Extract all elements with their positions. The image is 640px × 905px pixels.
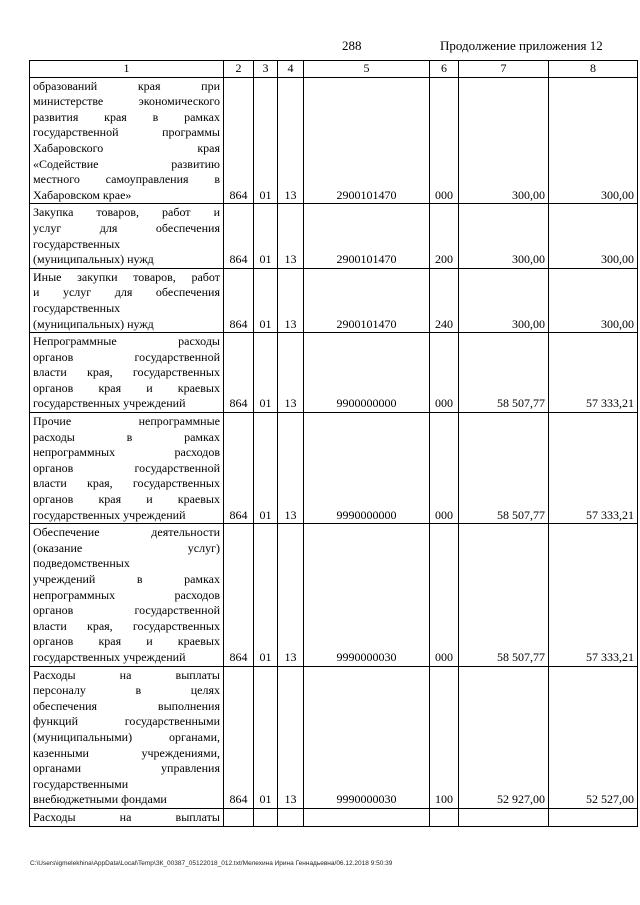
section-code	[254, 808, 278, 826]
amount-year-2: 52 527,00	[549, 666, 638, 808]
description-line: местного самоуправления в	[33, 172, 220, 187]
column-header: 7	[459, 61, 549, 78]
section-code: 01	[254, 204, 278, 268]
row-description	[30, 413, 224, 524]
description-line: Иные закупки товаров, работ	[33, 269, 220, 284]
subsection-code: 13	[278, 268, 304, 332]
table-row	[30, 524, 638, 666]
description-line: (муниципальными) органами,	[33, 729, 220, 744]
column-header: 8	[549, 61, 638, 78]
table-row	[30, 204, 638, 268]
description-line: органов государственной	[33, 460, 220, 475]
section-code: 01	[254, 268, 278, 332]
amount-year-2: 57 333,21	[549, 333, 638, 413]
amount-year-2: 300,00	[549, 204, 638, 268]
table-row	[30, 666, 638, 808]
section-code: 01	[254, 413, 278, 524]
description-line: государственными	[33, 776, 129, 791]
amount-year-2: 57 333,21	[549, 524, 638, 666]
table-row	[30, 808, 638, 826]
target-article-code: 2900101470	[304, 268, 430, 332]
subsection-code: 13	[278, 413, 304, 524]
description-line: подведомственных	[33, 556, 130, 571]
description-line: государственных	[33, 300, 121, 315]
description-line: обеспечения выполнения	[33, 698, 220, 713]
amount-year-2: 300,00	[549, 268, 638, 332]
grbs-code: 864	[224, 666, 254, 808]
description-line: персоналу в целях	[33, 683, 220, 698]
description-line: государственной программы	[33, 125, 220, 140]
column-header: 1	[30, 61, 224, 78]
column-header: 6	[430, 61, 459, 78]
amount-year-1: 58 507,77	[459, 333, 549, 413]
description-line: развития края в рамках	[33, 109, 220, 124]
table-row	[30, 77, 638, 204]
amount-year-2: 300,00	[549, 77, 638, 204]
subsection-code: 13	[278, 204, 304, 268]
description-line: государственных учреждений	[33, 396, 186, 411]
amount-year-1: 52 927,00	[459, 666, 549, 808]
description-line: государственных учреждений	[33, 649, 186, 664]
description-line: Обеспечение деятельности	[33, 525, 220, 540]
expense-type-code	[430, 808, 459, 826]
section-code: 01	[254, 524, 278, 666]
target-article-code: 9990000030	[304, 666, 430, 808]
description-line: функций государственными	[33, 714, 220, 729]
target-article-code: 9990000000	[304, 413, 430, 524]
description-line: Хабаровского края	[33, 140, 220, 155]
amount-year-1: 300,00	[459, 204, 549, 268]
description-line: расходы в рамках	[33, 429, 220, 444]
target-article-code: 2900101470	[304, 204, 430, 268]
row-description	[30, 204, 224, 268]
table-body	[30, 77, 638, 826]
description-line: казенными учреждениями,	[33, 745, 220, 760]
description-line: (оказание услуг)	[33, 540, 220, 555]
table-header-row	[30, 61, 638, 78]
description-line: министерстве экономического	[33, 94, 220, 109]
amount-year-2	[549, 808, 638, 826]
description-line: органов края и краевых	[33, 380, 220, 395]
grbs-code: 864	[224, 413, 254, 524]
column-header: 3	[254, 61, 278, 78]
file-path-footer: C:\Users\igmelekhina\AppData\Local\Temp\ЗК_00387_05122018_012.txt/Мелехина Ирина Геннадьевна/06.12.2018 9:50:39	[30, 860, 393, 867]
subsection-code: 13	[278, 333, 304, 413]
description-line: (муниципальных) нужд	[33, 252, 154, 267]
expense-type-code: 240	[430, 268, 459, 332]
column-header: 4	[278, 61, 304, 78]
description-line: Прочие непрограммные	[33, 414, 220, 429]
table-row	[30, 268, 638, 332]
column-header: 2	[224, 61, 254, 78]
description-line: учреждений в рамках	[33, 572, 220, 586]
row-description	[30, 524, 224, 666]
description-line: государственных учреждений	[33, 507, 186, 522]
description-line: власти края, государственных	[33, 618, 220, 633]
row-description	[30, 666, 224, 808]
description-line: «Содействие развитию	[33, 156, 220, 171]
page-number: 288	[342, 38, 362, 53]
section-code: 01	[254, 333, 278, 413]
grbs-code: 864	[224, 333, 254, 413]
description-line: государственных	[33, 236, 121, 251]
description-line: органов государственной	[33, 349, 220, 364]
target-article-code: 9990000030	[304, 524, 430, 666]
grbs-code: 864	[224, 268, 254, 332]
description-line: и услуг для обеспечения	[33, 285, 220, 300]
amount-year-1: 58 507,77	[459, 524, 549, 666]
grbs-code: 864	[224, 524, 254, 666]
column-header: 5	[304, 61, 430, 78]
description-line: непрограммных расходов	[33, 445, 220, 460]
grbs-code: 864	[224, 77, 254, 204]
amount-year-1: 58 507,77	[459, 413, 549, 524]
amount-year-1: 300,00	[459, 77, 549, 204]
expense-type-code: 000	[430, 413, 459, 524]
description-line: власти края, государственных	[33, 365, 220, 380]
description-line: органов края и краевых	[33, 492, 220, 507]
row-description	[30, 333, 224, 413]
target-article-code: 9900000000	[304, 333, 430, 413]
description-line: власти края, государственных	[33, 476, 220, 491]
table-row	[30, 333, 638, 413]
expense-type-code: 200	[430, 204, 459, 268]
subsection-code: 13	[278, 77, 304, 204]
grbs-code: 864	[224, 204, 254, 268]
table-row	[30, 413, 638, 524]
row-description	[30, 268, 224, 332]
row-description	[30, 808, 224, 826]
description-line: Непрограммные расходы	[33, 334, 220, 349]
target-article-code: 2900101470	[304, 77, 430, 204]
expense-type-code: 000	[430, 333, 459, 413]
description-line: органов края и краевых	[33, 634, 220, 649]
description-line: (муниципальных) нужд	[33, 316, 154, 331]
description-line: Расходы на выплаты	[33, 667, 220, 682]
expense-type-code: 000	[430, 524, 459, 666]
description-line: услуг для обеспечения	[33, 220, 220, 235]
target-article-code	[304, 808, 430, 826]
section-code: 01	[254, 77, 278, 204]
row-description	[30, 77, 224, 204]
description-line: Расходы на выплаты	[33, 809, 220, 824]
description-line: образований края при	[33, 78, 220, 93]
subsection-code: 13	[278, 666, 304, 808]
grbs-code	[224, 808, 254, 826]
description-line: непрограммных расходов	[33, 587, 220, 602]
section-code: 01	[254, 666, 278, 808]
amount-year-1: 300,00	[459, 268, 549, 332]
description-line: внебюджетными фондами	[33, 792, 167, 807]
appendix-label: Продолжение приложения 12	[440, 38, 603, 53]
description-line: органов государственной	[33, 603, 220, 618]
amount-year-2: 57 333,21	[549, 413, 638, 524]
budget-table	[29, 60, 638, 827]
description-line: Хабаровском крае»	[33, 187, 132, 202]
description-line: Закупка товаров, работ и	[33, 205, 220, 220]
subsection-code: 13	[278, 524, 304, 666]
description-line: органами управления	[33, 761, 220, 776]
expense-type-code: 000	[430, 77, 459, 204]
expense-type-code: 100	[430, 666, 459, 808]
subsection-code	[278, 808, 304, 826]
amount-year-1	[459, 808, 549, 826]
